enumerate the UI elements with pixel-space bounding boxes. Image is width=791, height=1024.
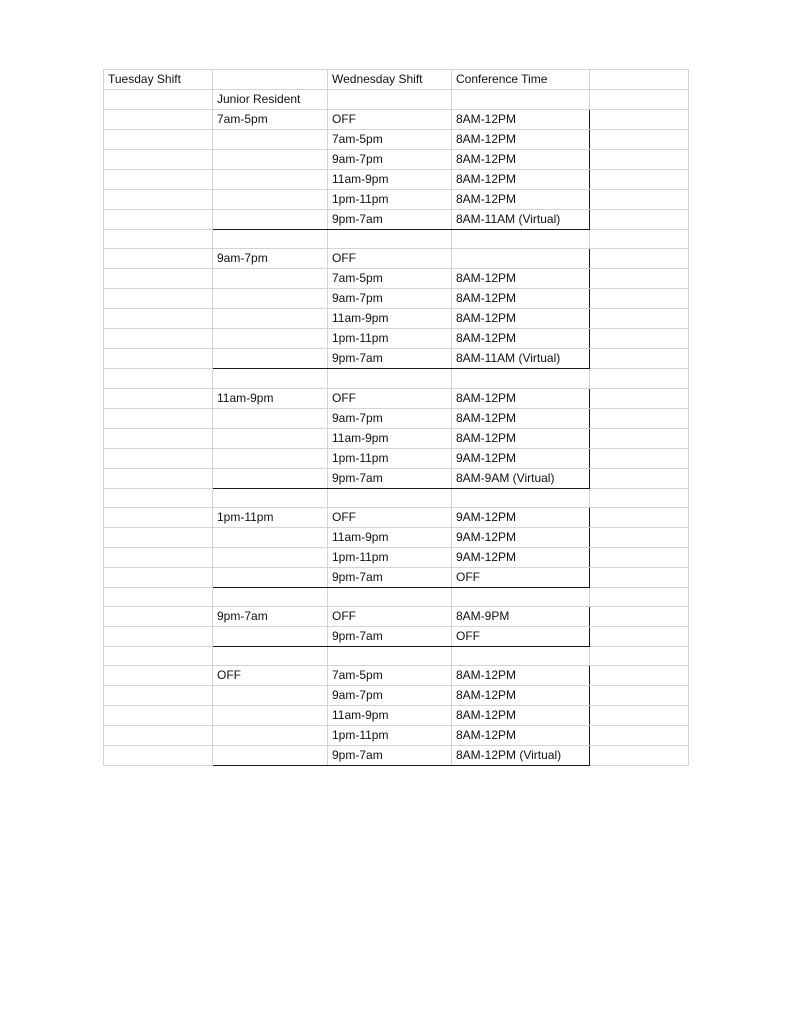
empty-cell <box>104 210 213 230</box>
empty-cell <box>104 587 213 606</box>
wednesday-shift-cell: 11am-9pm <box>328 706 452 726</box>
empty-cell <box>104 388 213 408</box>
empty-cell <box>590 527 689 547</box>
schedule-row <box>104 269 689 289</box>
empty-cell <box>590 349 689 369</box>
wednesday-shift-cell: 1pm-11pm <box>328 448 452 468</box>
empty-cell <box>590 190 689 210</box>
wednesday-shift-cell: 9pm-7am <box>328 210 452 230</box>
empty-cell <box>590 170 689 190</box>
empty-cell <box>104 170 213 190</box>
conference-time-cell: 8AM-11AM (Virtual) <box>452 349 590 369</box>
empty-cell <box>328 587 452 606</box>
schedule-row <box>104 627 689 647</box>
empty-cell <box>452 488 590 507</box>
empty-cell <box>104 369 213 388</box>
empty-cell <box>590 70 689 90</box>
conference-time-cell: 9AM-12PM <box>452 527 590 547</box>
wednesday-shift-cell: 11am-9pm <box>328 170 452 190</box>
wednesday-shift-cell: 7am-5pm <box>328 130 452 150</box>
wednesday-shift-cell: 9am-7pm <box>328 289 452 309</box>
empty-cell <box>104 90 213 110</box>
conference-time-cell: 8AM-12PM <box>452 706 590 726</box>
empty-cell <box>452 647 590 666</box>
empty-cell <box>213 230 328 249</box>
empty-cell <box>328 369 452 388</box>
wednesday-shift-cell: 1pm-11pm <box>328 726 452 746</box>
schedule-row <box>104 448 689 468</box>
schedule-row <box>104 567 689 587</box>
empty-cell <box>104 269 213 289</box>
empty-cell <box>104 249 213 269</box>
empty-cell <box>104 309 213 329</box>
empty-cell <box>328 230 452 249</box>
wednesday-shift-cell: 9pm-7am <box>328 468 452 488</box>
empty-cell <box>104 627 213 647</box>
schedule-row <box>104 428 689 448</box>
wednesday-shift-cell: 9am-7pm <box>328 150 452 170</box>
empty-cell <box>328 647 452 666</box>
empty-cell <box>104 567 213 587</box>
schedule-row <box>104 130 689 150</box>
empty-cell <box>213 706 328 726</box>
empty-cell <box>213 170 328 190</box>
empty-cell <box>104 746 213 766</box>
empty-cell <box>452 369 590 388</box>
schedule-row <box>104 706 689 726</box>
empty-cell <box>590 309 689 329</box>
conference-time-cell: 8AM-12PM <box>452 130 590 150</box>
empty-cell <box>590 488 689 507</box>
schedule-row <box>104 349 689 369</box>
conference-time-cell: 8AM-12PM <box>452 388 590 408</box>
empty-cell <box>590 647 689 666</box>
empty-cell <box>213 408 328 428</box>
spacer-row <box>104 369 689 388</box>
conference-time-cell: 8AM-12PM <box>452 110 590 130</box>
empty-cell <box>104 607 213 627</box>
tuesday-shift-cell: 9am-7pm <box>213 249 328 269</box>
schedule-row <box>104 170 689 190</box>
empty-cell <box>213 567 328 587</box>
conference-time-cell <box>452 249 590 269</box>
empty-cell <box>213 130 328 150</box>
empty-cell <box>104 488 213 507</box>
empty-cell <box>104 150 213 170</box>
empty-cell <box>213 369 328 388</box>
empty-cell <box>104 230 213 249</box>
schedule-row <box>104 686 689 706</box>
conference-time-cell: 9AM-12PM <box>452 448 590 468</box>
empty-cell <box>590 210 689 230</box>
empty-cell <box>590 587 689 606</box>
empty-cell <box>590 329 689 349</box>
tuesday-shift-cell: 11am-9pm <box>213 388 328 408</box>
empty-cell <box>590 150 689 170</box>
empty-cell <box>104 408 213 428</box>
empty-cell <box>590 448 689 468</box>
schedule-row <box>104 150 689 170</box>
wednesday-shift-cell: 9pm-7am <box>328 349 452 369</box>
tuesday-shift-cell: OFF <box>213 666 328 686</box>
wednesday-shift-cell: 11am-9pm <box>328 428 452 448</box>
empty-cell <box>213 329 328 349</box>
conference-time-cell: 9AM-12PM <box>452 547 590 567</box>
shift-schedule-table <box>103 69 689 766</box>
spacer-row <box>104 488 689 507</box>
empty-cell <box>328 90 452 110</box>
schedule-row <box>104 507 689 527</box>
empty-cell <box>590 746 689 766</box>
wednesday-shift-header: Wednesday Shift <box>328 70 452 90</box>
wednesday-shift-cell: 9pm-7am <box>328 746 452 766</box>
empty-cell <box>104 289 213 309</box>
empty-cell <box>213 309 328 329</box>
empty-cell <box>590 428 689 448</box>
empty-cell <box>104 130 213 150</box>
empty-cell <box>104 647 213 666</box>
schedule-body <box>104 70 689 766</box>
conference-time-cell: 8AM-12PM <box>452 686 590 706</box>
wednesday-shift-cell: 7am-5pm <box>328 269 452 289</box>
schedule-row <box>104 309 689 329</box>
empty-cell <box>213 468 328 488</box>
schedule-row <box>104 746 689 766</box>
tuesday-shift-cell: 1pm-11pm <box>213 507 328 527</box>
empty-cell <box>213 210 328 230</box>
conference-time-header: Conference Time <box>452 70 590 90</box>
empty-cell <box>104 666 213 686</box>
empty-cell <box>104 706 213 726</box>
conference-time-cell: 8AM-9PM <box>452 607 590 627</box>
conference-time-cell: 8AM-12PM <box>452 269 590 289</box>
conference-time-cell: 8AM-12PM <box>452 726 590 746</box>
empty-cell <box>104 686 213 706</box>
conference-time-cell: OFF <box>452 567 590 587</box>
schedule-row <box>104 607 689 627</box>
empty-cell <box>213 726 328 746</box>
empty-cell <box>213 527 328 547</box>
empty-cell <box>104 190 213 210</box>
empty-cell <box>590 706 689 726</box>
schedule-row <box>104 329 689 349</box>
empty-cell <box>213 150 328 170</box>
empty-cell <box>452 587 590 606</box>
schedule-row <box>104 210 689 230</box>
empty-cell <box>590 547 689 567</box>
empty-cell <box>590 110 689 130</box>
conference-time-cell: 8AM-12PM <box>452 150 590 170</box>
empty-cell <box>590 468 689 488</box>
empty-cell <box>590 130 689 150</box>
wednesday-shift-cell: OFF <box>328 110 452 130</box>
conference-time-cell: 9AM-12PM <box>452 507 590 527</box>
conference-time-cell: 8AM-9AM (Virtual) <box>452 468 590 488</box>
empty-cell <box>213 349 328 369</box>
wednesday-shift-cell: OFF <box>328 249 452 269</box>
wednesday-shift-cell: OFF <box>328 388 452 408</box>
wednesday-shift-cell: OFF <box>328 607 452 627</box>
empty-cell <box>328 488 452 507</box>
empty-cell <box>104 547 213 567</box>
empty-cell <box>590 289 689 309</box>
conference-time-cell: 8AM-12PM <box>452 190 590 210</box>
empty-cell <box>590 269 689 289</box>
schedule-row <box>104 547 689 567</box>
header-row <box>104 70 689 90</box>
schedule-row <box>104 408 689 428</box>
schedule-row <box>104 468 689 488</box>
empty-cell <box>590 369 689 388</box>
empty-cell <box>590 249 689 269</box>
empty-cell <box>104 428 213 448</box>
conference-time-cell: 8AM-12PM <box>452 289 590 309</box>
spacer-row <box>104 587 689 606</box>
empty-cell <box>590 388 689 408</box>
empty-cell <box>213 686 328 706</box>
schedule-row <box>104 726 689 746</box>
schedule-row <box>104 527 689 547</box>
empty-cell <box>213 269 328 289</box>
empty-cell <box>590 686 689 706</box>
tuesday-shift-cell: 9pm-7am <box>213 607 328 627</box>
empty-cell <box>213 70 328 90</box>
wednesday-shift-cell: 1pm-11pm <box>328 190 452 210</box>
empty-cell <box>104 329 213 349</box>
schedule-row <box>104 249 689 269</box>
schedule-row <box>104 388 689 408</box>
wednesday-shift-cell: 1pm-11pm <box>328 547 452 567</box>
schedule-row <box>104 110 689 130</box>
conference-time-cell: 8AM-12PM (Virtual) <box>452 746 590 766</box>
conference-time-cell: 8AM-12PM <box>452 170 590 190</box>
empty-cell <box>590 627 689 647</box>
conference-time-cell: 8AM-11AM (Virtual) <box>452 210 590 230</box>
wednesday-shift-cell: 9am-7pm <box>328 408 452 428</box>
empty-cell <box>104 726 213 746</box>
conference-time-cell: 8AM-12PM <box>452 309 590 329</box>
empty-cell <box>590 726 689 746</box>
spacer-row <box>104 647 689 666</box>
empty-cell <box>213 627 328 647</box>
empty-cell <box>590 507 689 527</box>
wednesday-shift-cell: 11am-9pm <box>328 527 452 547</box>
role-row <box>104 90 689 110</box>
empty-cell <box>452 230 590 249</box>
conference-time-cell: 8AM-12PM <box>452 428 590 448</box>
conference-time-cell: 8AM-12PM <box>452 329 590 349</box>
empty-cell <box>590 607 689 627</box>
schedule-row <box>104 190 689 210</box>
empty-cell <box>590 408 689 428</box>
conference-time-cell: 8AM-12PM <box>452 666 590 686</box>
empty-cell <box>104 110 213 130</box>
empty-cell <box>104 507 213 527</box>
wednesday-shift-cell: 11am-9pm <box>328 309 452 329</box>
empty-cell <box>213 488 328 507</box>
empty-cell <box>104 527 213 547</box>
empty-cell <box>590 666 689 686</box>
empty-cell <box>213 289 328 309</box>
empty-cell <box>213 190 328 210</box>
empty-cell <box>590 567 689 587</box>
empty-cell <box>213 547 328 567</box>
empty-cell <box>213 428 328 448</box>
empty-cell <box>104 468 213 488</box>
spacer-row <box>104 230 689 249</box>
empty-cell <box>104 349 213 369</box>
wednesday-shift-cell: 9pm-7am <box>328 627 452 647</box>
empty-cell <box>213 587 328 606</box>
empty-cell <box>213 647 328 666</box>
empty-cell <box>590 90 689 110</box>
conference-time-cell: OFF <box>452 627 590 647</box>
wednesday-shift-cell: OFF <box>328 507 452 527</box>
empty-cell <box>452 90 590 110</box>
wednesday-shift-cell: 1pm-11pm <box>328 329 452 349</box>
tuesday-shift-header: Tuesday Shift <box>104 70 213 90</box>
schedule-row <box>104 666 689 686</box>
role-label: Junior Resident <box>213 90 328 110</box>
tuesday-shift-cell: 7am-5pm <box>213 110 328 130</box>
wednesday-shift-cell: 9am-7pm <box>328 686 452 706</box>
wednesday-shift-cell: 7am-5pm <box>328 666 452 686</box>
conference-time-cell: 8AM-12PM <box>452 408 590 428</box>
empty-cell <box>590 230 689 249</box>
empty-cell <box>213 448 328 468</box>
wednesday-shift-cell: 9pm-7am <box>328 567 452 587</box>
empty-cell <box>213 746 328 766</box>
schedule-row <box>104 289 689 309</box>
empty-cell <box>104 448 213 468</box>
